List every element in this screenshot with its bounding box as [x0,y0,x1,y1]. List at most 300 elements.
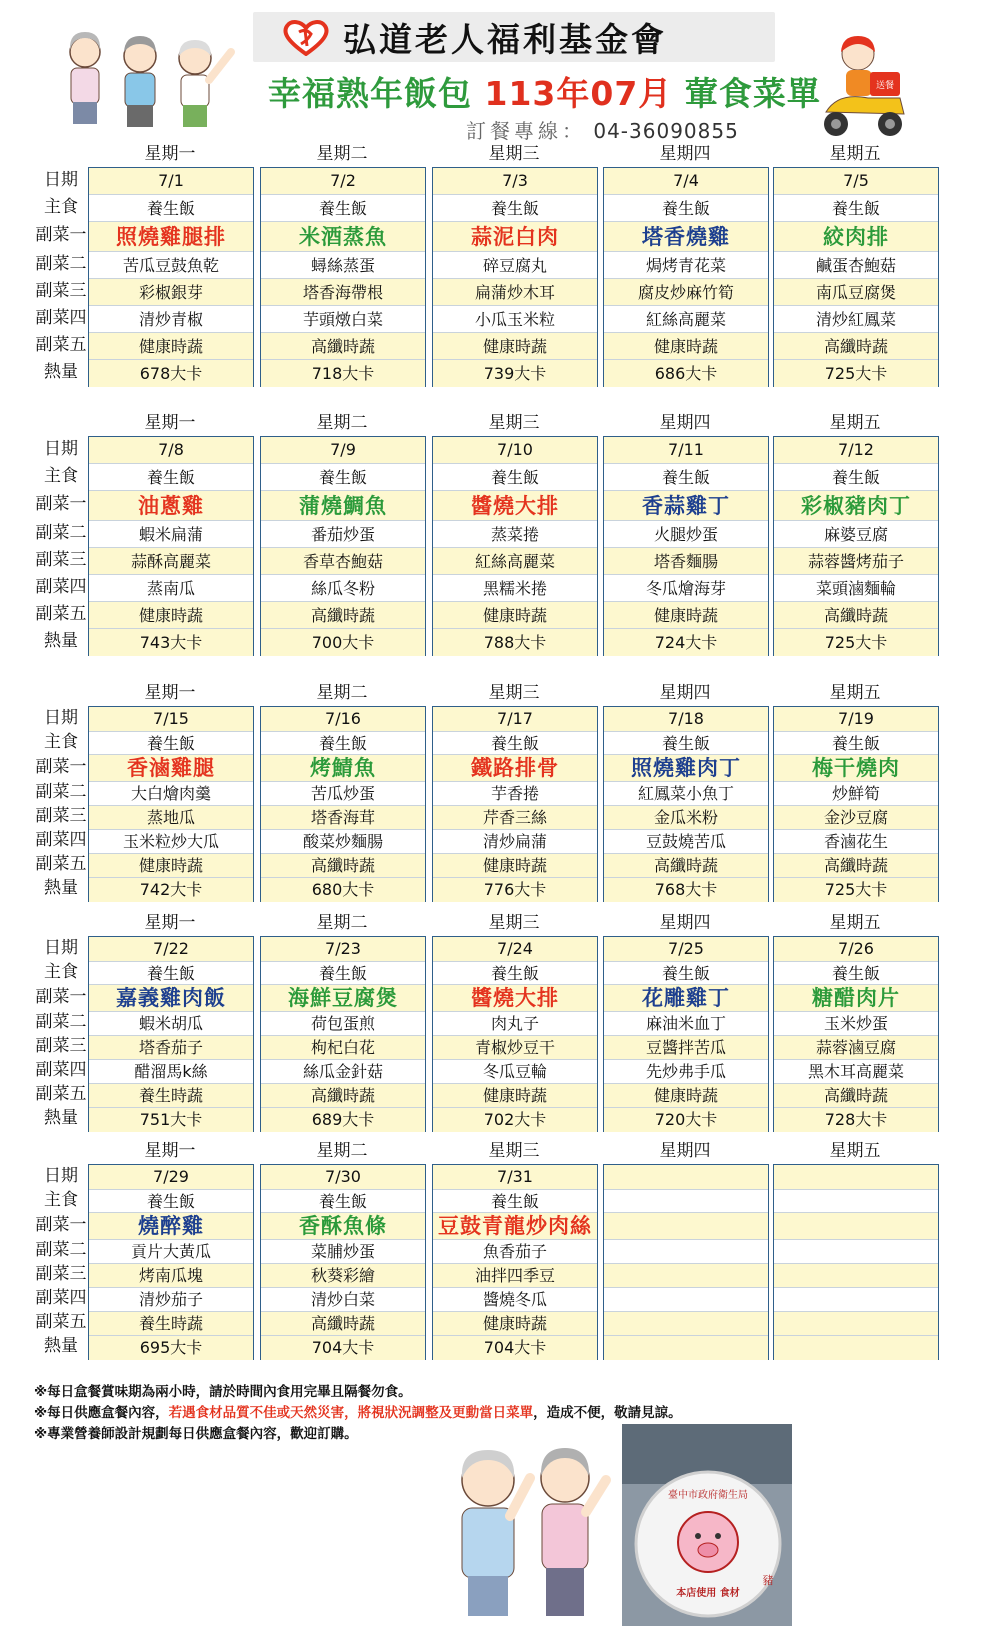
row-label: 副菜二 [35,253,87,274]
cell-side5: 高纖時蔬 [774,853,938,878]
cell-side4: 香滷花生 [774,829,938,854]
day-name-header: 星期四 [659,1141,711,1161]
cell-side4: 玉米粒炒大瓜 [89,829,253,854]
cell-main: 蒲燒鯛魚 [261,490,425,521]
day-column [88,436,254,656]
cell-staple: 養生飯 [261,961,425,985]
cell-side3: 烤南瓜塊 [89,1263,253,1288]
cell-kcal: 739大卡 [433,359,597,387]
row-label: 主食 [44,1189,78,1210]
badge-top-text: 臺中市政府衛生局 [668,1490,748,1501]
row-label: 熱量 [44,630,78,651]
cell-kcal: 704大卡 [433,1335,597,1360]
day-column [773,706,939,902]
cell-side5: 高纖時蔬 [261,853,425,878]
cell-date: 7/23 [261,937,425,961]
row-label: 日期 [44,938,78,958]
day-column [260,936,426,1132]
cell-side2: 蝦米胡瓜 [89,1011,253,1036]
cell-main: 海鮮豆腐煲 [261,984,425,1012]
cell-kcal: 700大卡 [261,628,425,656]
cell-kcal: 704大卡 [261,1335,425,1360]
cell-main [604,1212,768,1240]
cell-main: 醬燒大排 [433,490,597,521]
cell-side3: 油拌四季豆 [433,1263,597,1288]
day-column [773,167,939,387]
cell-side5: 健康時蔬 [89,332,253,360]
cell-side5: 健康時蔬 [433,601,597,629]
row-label: 主食 [44,196,78,217]
day-column [260,1164,426,1360]
day-column [260,436,426,656]
cell-side3: 塔香海帶根 [261,278,425,306]
cell-side3: 扁蒲炒木耳 [433,278,597,306]
cell-side4: 小瓜玉米粒 [433,305,597,333]
cell-date: 7/5 [774,168,938,194]
row-label: 副菜三 [35,280,87,301]
cell-date: 7/26 [774,937,938,961]
cell-date: 7/1 [89,168,253,194]
cell-side5: 高纖時蔬 [774,332,938,360]
cell-side4: 菜頭滷麵輪 [774,574,938,602]
title-month: 113年07月 [484,74,673,113]
cell-staple: 養生飯 [261,731,425,755]
cell-side2: 芋香捲 [433,781,597,806]
cell-side4: 清炒白菜 [261,1287,425,1312]
note-dietitian: ※專業營養師設計規劃每日供應盒餐內容，歡迎訂購。 [34,1426,358,1442]
cell-side3: 彩椒銀芽 [89,278,253,306]
row-label: 日期 [44,1166,78,1186]
badge-seal-char: 豬 [762,1574,774,1587]
cell-date: 7/30 [261,1165,425,1189]
cell-kcal: 718大卡 [261,359,425,387]
cell-side5: 健康時蔬 [433,1311,597,1336]
cell-side3 [604,1263,768,1288]
cell-side2: 麻婆豆腐 [774,520,938,548]
cell-main: 鐵路排骨 [433,754,597,782]
day-name-header: 星期三 [488,913,540,933]
cell-side5: 健康時蔬 [433,332,597,360]
cell-side5: 高纖時蔬 [774,1083,938,1108]
day-name-header: 星期二 [316,913,368,933]
cell-staple: 養生飯 [433,463,597,491]
cell-kcal: 686大卡 [604,359,768,387]
cell-side4: 醬燒冬瓜 [433,1287,597,1312]
cell-side5: 健康時蔬 [604,332,768,360]
cell-main: 彩椒豬肉丁 [774,490,938,521]
day-column [603,706,769,902]
cell-main: 米酒蒸魚 [261,221,425,252]
day-column [88,936,254,1132]
cell-date: 7/24 [433,937,597,961]
row-label: 副菜一 [35,986,87,1007]
cell-staple: 養生飯 [604,463,768,491]
cell-side3 [774,1263,938,1288]
day-name-header: 星期五 [829,683,881,703]
cell-side5: 健康時蔬 [433,853,597,878]
row-label: 副菜四 [35,307,87,328]
cell-kcal: 680大卡 [261,877,425,902]
cell-date: 7/4 [604,168,768,194]
cell-side3: 豆醬拌苦瓜 [604,1035,768,1060]
cell-kcal: 725大卡 [774,877,938,902]
cell-side2: 肉丸子 [433,1011,597,1036]
cell-side2: 貢片大黃瓜 [89,1239,253,1264]
cell-side2: 荷包蛋煎 [261,1011,425,1036]
day-column [603,1164,769,1360]
cell-side5: 高纖時蔬 [774,601,938,629]
cell-main: 香酥魚條 [261,1212,425,1240]
cell-staple: 養生飯 [774,194,938,222]
row-label: 副菜五 [35,1312,87,1332]
day-name-header: 星期二 [316,144,368,164]
waving-elders-icon [440,1420,615,1625]
menu-title [268,68,828,115]
cell-side4: 冬瓜豆輪 [433,1059,597,1084]
day-name-header: 星期四 [659,413,711,433]
cell-main: 照燒雞肉丁 [604,754,768,782]
cell-side4: 蒸南瓜 [89,574,253,602]
cell-side4: 絲瓜冬粉 [261,574,425,602]
cell-side4 [604,1287,768,1312]
cell-date [604,1165,768,1189]
day-name-header: 星期二 [316,683,368,703]
cell-staple: 養生飯 [433,194,597,222]
cell-side2: 番茄炒蛋 [261,520,425,548]
cell-main: 香蒜雞丁 [604,490,768,521]
row-label: 日期 [44,439,78,459]
cell-side5: 健康時蔬 [604,601,768,629]
day-name-header: 星期五 [829,413,881,433]
cell-side3: 蒜酥高麗菜 [89,547,253,575]
cell-side3: 塔香海茸 [261,805,425,830]
cell-kcal [604,1335,768,1360]
note-change-pre: ※每日供應盒餐內容， [34,1405,169,1421]
day-column [603,936,769,1132]
cell-side3: 芹香三絲 [433,805,597,830]
cell-main: 嘉義雞肉飯 [89,984,253,1012]
cell-staple [604,1189,768,1213]
cell-side2: 碎豆腐丸 [433,251,597,279]
cell-kcal: 724大卡 [604,628,768,656]
row-label: 副菜四 [35,830,87,850]
cell-side3: 青椒炒豆干 [433,1035,597,1060]
cell-side3: 香草杏鮑菇 [261,547,425,575]
row-label: 副菜二 [35,1240,87,1260]
day-column [432,936,598,1132]
cell-main: 照燒雞腿排 [89,221,253,252]
cell-kcal: 725大卡 [774,628,938,656]
cell-side4: 冬瓜燴海芽 [604,574,768,602]
row-label: 副菜五 [35,334,87,355]
row-label: 副菜五 [35,1084,87,1104]
day-name-header: 星期五 [829,1141,881,1161]
cell-side4: 芋頭燉白菜 [261,305,425,333]
cell-side3: 紅絲高麗菜 [433,547,597,575]
cell-staple: 養生飯 [89,1189,253,1213]
cell-main: 糖醋肉片 [774,984,938,1012]
day-name-header: 星期四 [659,683,711,703]
row-label: 副菜五 [35,603,87,624]
order-hotline [466,115,739,144]
day-name-header: 星期五 [829,144,881,164]
row-label: 副菜三 [35,806,87,826]
day-name-header: 星期三 [488,1141,540,1161]
cell-side2: 玉米炒蛋 [774,1011,938,1036]
cell-main: 豆鼓青龍炒肉絲 [433,1212,597,1240]
delivery-scooter-icon [818,32,908,144]
cell-side4: 絲瓜金針菇 [261,1059,425,1084]
row-label: 熱量 [44,1336,78,1356]
cell-side2: 蟳絲蒸蛋 [261,251,425,279]
row-label: 副菜四 [35,576,87,597]
row-label: 副菜一 [35,225,87,245]
cell-kcal: 678大卡 [89,359,253,387]
day-column [773,1164,939,1360]
row-label: 熱量 [44,1108,78,1128]
cell-staple: 養生飯 [433,731,597,755]
row-label: 副菜二 [35,522,87,543]
cell-kcal: 743大卡 [89,628,253,656]
cell-main: 醬燒大排 [433,984,597,1012]
day-column [773,936,939,1132]
elderly-group-icon [55,22,245,132]
row-label: 副菜三 [35,1036,87,1056]
cell-main: 梅干燒肉 [774,754,938,782]
day-column [432,706,598,902]
cell-side2: 焗烤青花菜 [604,251,768,279]
cell-side2: 鹹蛋杏鮑菇 [774,251,938,279]
day-name-header: 星期三 [488,144,540,164]
cell-kcal [774,1335,938,1360]
cell-side4: 清炒紅鳳菜 [774,305,938,333]
note-change-post: ，造成不便，敬請見諒。 [533,1405,682,1421]
cell-date: 7/2 [261,168,425,194]
cell-side4: 醋溜馬k絲 [89,1059,253,1084]
cell-main: 油蔥雞 [89,490,253,521]
cell-side3: 金沙豆腐 [774,805,938,830]
day-column [773,436,939,656]
day-name-header: 星期二 [316,413,368,433]
day-column [603,436,769,656]
cell-side2 [774,1239,938,1264]
cell-staple: 養生飯 [433,1189,597,1213]
cell-staple: 養生飯 [261,1189,425,1213]
row-label: 熱量 [44,878,78,898]
cell-side5: 健康時蔬 [89,601,253,629]
cell-main: 蒜泥白肉 [433,221,597,252]
day-column [603,167,769,387]
row-label: 副菜三 [35,549,87,570]
cell-side2: 火腿炒蛋 [604,520,768,548]
cell-main [774,1212,938,1240]
title-prefix: 幸福熟年飯包 [268,74,472,113]
day-column [88,706,254,902]
day-name-header: 星期一 [144,683,196,703]
cell-side2: 紅鳳菜小魚丁 [604,781,768,806]
cell-staple: 養生飯 [261,463,425,491]
cell-side3: 蒸地瓜 [89,805,253,830]
cell-side5: 健康時蔬 [89,853,253,878]
cell-staple: 養生飯 [89,194,253,222]
cell-date: 7/12 [774,437,938,463]
cell-date: 7/31 [433,1165,597,1189]
day-column [432,1164,598,1360]
cell-side2: 炒鮮筍 [774,781,938,806]
cell-date: 7/3 [433,168,597,194]
day-name-header: 星期四 [659,913,711,933]
cell-side2: 蒸菜捲 [433,520,597,548]
cell-date: 7/17 [433,707,597,731]
cell-kcal: 695大卡 [89,1335,253,1360]
cell-side3: 南瓜豆腐煲 [774,278,938,306]
badge-bottom-text: 本店使用 食材 [676,1588,740,1599]
cell-kcal: 728大卡 [774,1107,938,1132]
cell-side4: 黑木耳高麗菜 [774,1059,938,1084]
cell-side3: 蒜蓉滷豆腐 [774,1035,938,1060]
cell-side2: 魚香茄子 [433,1239,597,1264]
scooter-plate: 送餐 [875,81,895,91]
day-column [88,1164,254,1360]
cell-staple: 養生飯 [89,731,253,755]
cell-date: 7/15 [89,707,253,731]
hotline-label: 訂餐專線： [466,119,586,143]
cell-kcal: 742大卡 [89,877,253,902]
heart-logo-icon [281,18,331,56]
row-label: 熱量 [44,361,78,382]
cell-date: 7/16 [261,707,425,731]
store-photo [622,1424,792,1626]
cell-side3: 塔香麵腸 [604,547,768,575]
cell-side4: 清炒青椒 [89,305,253,333]
cell-main: 絞肉排 [774,221,938,252]
cell-side3: 金瓜米粉 [604,805,768,830]
cell-side5: 高纖時蔬 [261,332,425,360]
cell-kcal: 788大卡 [433,628,597,656]
cell-side5: 高纖時蔬 [261,601,425,629]
cell-side5: 養生時蔬 [89,1311,253,1336]
day-name-header: 星期一 [144,413,196,433]
cell-side3: 塔香茄子 [89,1035,253,1060]
cell-side3: 腐皮炒麻竹筍 [604,278,768,306]
row-label: 副菜二 [35,782,87,802]
cell-main: 花雕雞丁 [604,984,768,1012]
cell-date: 7/29 [89,1165,253,1189]
cell-side3: 蒜蓉醬烤茄子 [774,547,938,575]
day-column [260,706,426,902]
cell-date: 7/25 [604,937,768,961]
title-suffix: 葷食菜單 [684,74,821,113]
day-name-header: 星期一 [144,913,196,933]
row-label: 副菜四 [35,1060,87,1080]
cell-side5: 高纖時蔬 [604,853,768,878]
cell-side2: 大白燴肉羹 [89,781,253,806]
cell-staple: 養生飯 [433,961,597,985]
day-name-header: 星期五 [829,913,881,933]
note-shelf-life: ※每日盒餐賞味期為兩小時，請於時間內食用完畢且隔餐勿食。 [34,1384,412,1400]
cell-side5: 高纖時蔬 [261,1083,425,1108]
cell-staple: 養生飯 [604,194,768,222]
cell-kcal: 689大卡 [261,1107,425,1132]
cell-side2: 苦瓜豆鼓魚乾 [89,251,253,279]
cell-staple: 養生飯 [89,463,253,491]
cell-main: 燒醉雞 [89,1212,253,1240]
row-label: 副菜一 [35,494,87,514]
row-label: 副菜二 [35,1012,87,1032]
cell-date: 7/11 [604,437,768,463]
cell-side2 [604,1239,768,1264]
cell-side4: 清炒茄子 [89,1287,253,1312]
row-label: 日期 [44,708,78,728]
cell-kcal: 768大卡 [604,877,768,902]
day-name-header: 星期一 [144,144,196,164]
cell-kcal: 720大卡 [604,1107,768,1132]
cell-side4: 酸菜炒麵腸 [261,829,425,854]
cell-side4: 豆鼓燒苦瓜 [604,829,768,854]
cell-staple [774,1189,938,1213]
cell-staple: 養生飯 [774,731,938,755]
foundation-name: 弘道老人福利基金會 [343,19,667,59]
pork-origin-badge-icon [622,1424,792,1626]
cell-side2: 苦瓜炒蛋 [261,781,425,806]
cell-side5: 健康時蔬 [604,1083,768,1108]
cell-main: 塔香燒雞 [604,221,768,252]
cell-side4: 先炒弗手瓜 [604,1059,768,1084]
cell-date [774,1165,938,1189]
day-name-header: 星期三 [488,413,540,433]
cell-staple: 養生飯 [261,194,425,222]
cell-kcal: 725大卡 [774,359,938,387]
cell-side4 [774,1287,938,1312]
day-name-header: 星期二 [316,1141,368,1161]
day-name-header: 星期四 [659,144,711,164]
day-column [432,436,598,656]
row-label: 主食 [44,465,78,486]
row-label: 主食 [44,731,78,752]
row-label: 日期 [44,170,78,190]
day-column [432,167,598,387]
cell-side5: 養生時蔬 [89,1083,253,1108]
cell-side3: 枸杞白花 [261,1035,425,1060]
day-name-header: 星期三 [488,683,540,703]
note-change-highlight: 若遇食材品質不佳或天然災害，將視狀況調整及更動當日菜單 [168,1405,534,1421]
cell-kcal: 776大卡 [433,877,597,902]
day-column [88,167,254,387]
cell-date: 7/9 [261,437,425,463]
cell-staple: 養生飯 [774,961,938,985]
row-label: 副菜一 [35,756,87,777]
row-label: 副菜五 [35,854,87,874]
cell-main: 烤鯖魚 [261,754,425,782]
cell-side3: 秋葵彩繪 [261,1263,425,1288]
cell-staple: 養生飯 [89,961,253,985]
cell-side4: 紅絲高麗菜 [604,305,768,333]
cell-date: 7/8 [89,437,253,463]
row-label: 主食 [44,961,78,982]
cell-side2: 蝦米扁蒲 [89,520,253,548]
cell-date: 7/10 [433,437,597,463]
hotline-number: 04-36090855 [593,119,739,143]
cell-side5: 高纖時蔬 [261,1311,425,1336]
cell-date: 7/18 [604,707,768,731]
cell-side4: 清炒扁蒲 [433,829,597,854]
row-label: 副菜四 [35,1288,87,1308]
cell-side4: 黑糯米捲 [433,574,597,602]
cell-kcal: 702大卡 [433,1107,597,1132]
cell-side5 [604,1311,768,1336]
cell-side5 [774,1311,938,1336]
cell-main: 香滷雞腿 [89,754,253,782]
